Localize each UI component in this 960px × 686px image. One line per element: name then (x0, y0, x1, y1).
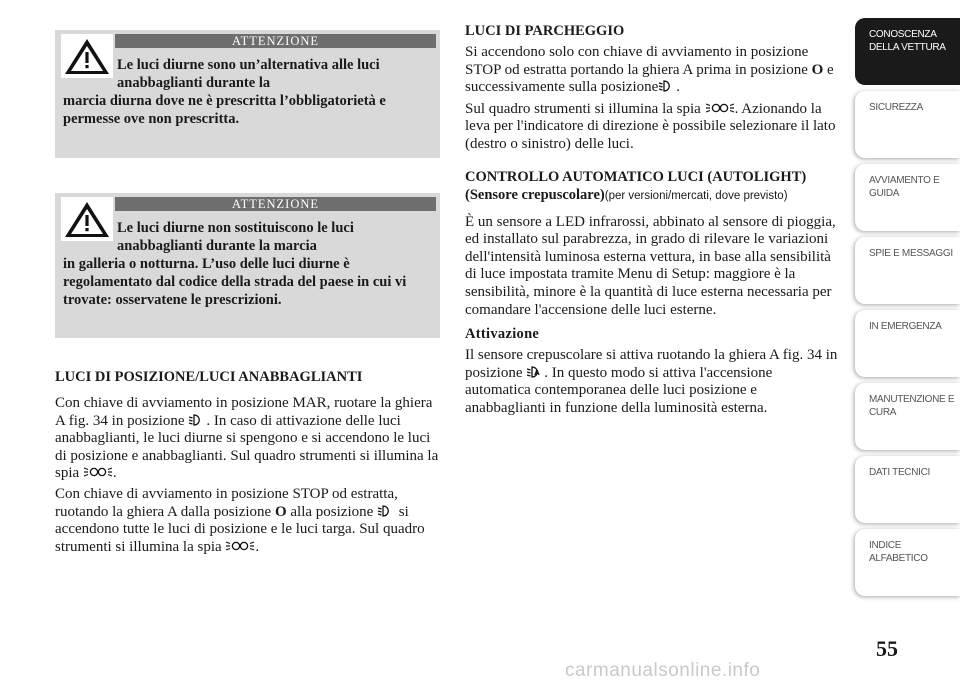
position-lights-icon (705, 102, 735, 114)
position-o-label: O (274, 503, 287, 520)
text: alla posizione (290, 503, 374, 520)
warning-text: in galleria o notturna. L’uso delle luci diurne è regolamentato dal codice della strada del paese in cui vi trovate: osservatene le prescrizioni. (63, 256, 407, 308)
section-heading-autolight (465, 168, 840, 205)
tab-conoscenza-della-vettura[interactable]: CONOSCENZA DELLA VETTURA (855, 18, 960, 85)
warning-lead: Le luci diurne sono un’alternativa alle luci anabbaglianti durante la (117, 57, 380, 91)
tab-spie-e-messaggi[interactable]: SPIE E MESSAGGI (855, 237, 960, 304)
heading-note: (per versioni/mercati, dove previsto) (604, 189, 788, 202)
text: Il sensore crepuscolare si attiva ruotando la ghiera A fig. 34 in posizione (465, 347, 838, 381)
text: . Azionando la leva per l'indicatore di direzione è possibile selezionare il lato (destro o sinistro) delle luci. (465, 100, 836, 152)
warning-title: ATTENZIONE (115, 34, 436, 48)
chapter-tabs (855, 18, 960, 602)
paragraph (465, 101, 840, 154)
auto-light-icon (526, 366, 544, 378)
tab-indice-alfabetico[interactable]: INDICE ALFABETICO (855, 529, 960, 596)
warning-triangle-icon (61, 197, 113, 241)
text: . In caso di attivazione delle luci anabbaglianti, le luci diurne si spengono e si accendono le luci di posizione e anabbaglianti. Sul quadro strumenti si illumina la spia (55, 412, 439, 482)
tab-dati-tecnici[interactable]: DATI TECNICI (855, 456, 960, 523)
paragraph (465, 44, 840, 97)
text: Sul quadro strumenti si illumina la spia (465, 100, 701, 117)
text: Con chiave di avviamento in posizione STOP od estratta, ruotando la ghiera A dalla posizione (55, 485, 398, 520)
left-column (55, 30, 440, 556)
position-lights-icon (83, 466, 113, 478)
text: Si accendono solo con chiave di avviamento in posizione STOP od estratta portando la ghiera A prima in posizione (465, 44, 809, 78)
paragraph: È un sensore a LED infrarossi, abbinato al sensore di pioggia, ed installato sul parabrezza, in grado di rilevare le variazioni dell'intensità luminosa esterna vettura, in base alla sensibilità di luce impostata tramite Menu di Setup: maggiore è la sensibilità, minore è la quantità di luce esterna necessaria per comandare l'accensione delle luci esterne. (465, 213, 836, 318)
paragraph (55, 486, 440, 556)
low-beam-icon (658, 80, 676, 92)
text: e successivamente sulla posizione (465, 61, 834, 96)
text: . In questo modo si attiva l'accensione automatica contemporanea delle luci posizione e anabbaglianti in funzione della luminosità esterna. (465, 364, 773, 416)
right-column (465, 22, 840, 418)
subheading-activation: Attivazione (465, 326, 540, 343)
paragraph (465, 347, 840, 417)
text: . (676, 79, 681, 96)
warning-lead: Le luci diurne non sostituiscono le luci anabbaglianti durante la marcia (117, 220, 354, 254)
svg-text:A: A (534, 368, 540, 377)
low-beam-icon (188, 414, 206, 426)
text: . (255, 538, 260, 555)
warning-box-1 (55, 30, 440, 158)
tab-sicurezza[interactable]: SICUREZZA (855, 91, 960, 158)
low-beam-icon (377, 505, 395, 517)
text: Con chiave di avviamento in posizione MAR, ruotare la ghiera A fig. 34 in posizione (55, 395, 433, 429)
position-o-label: O (811, 61, 824, 78)
heading-text: CONTROLLO AUTOMATICO LUCI (AUTOLIGHT) (Sensore crepuscolare) (465, 168, 807, 203)
warning-title: ATTENZIONE (115, 197, 436, 211)
text: si accendono tutte le luci di posizione e le luci targa. Sul quadro strumenti si illumina la spia (55, 503, 425, 555)
paragraph (55, 395, 440, 483)
text: . (112, 465, 117, 482)
section-heading-position-lights: LUCI DI POSIZIONE/LUCI ANABBAGLIANTI (55, 369, 363, 385)
warning-box-2 (55, 193, 440, 338)
tab-avviamento-e-guida[interactable]: AVVIAMENTO E GUIDA (855, 164, 960, 231)
warning-triangle-icon (61, 34, 113, 78)
watermark: carmanualsonline.info (565, 660, 761, 681)
page-number: 55 (876, 636, 898, 661)
warning-text: marcia diurna dove ne è prescritta l’obbligatorietà e permesse ove non prescritta. (63, 93, 386, 127)
tab-manutenzione-e-cura[interactable]: MANUTENZIONE E CURA (855, 383, 960, 450)
tab-in-emergenza[interactable]: IN EMERGENZA (855, 310, 960, 377)
section-heading-parking-lights: LUCI DI PARCHEGGIO (465, 23, 625, 39)
position-lights-icon (225, 540, 255, 552)
